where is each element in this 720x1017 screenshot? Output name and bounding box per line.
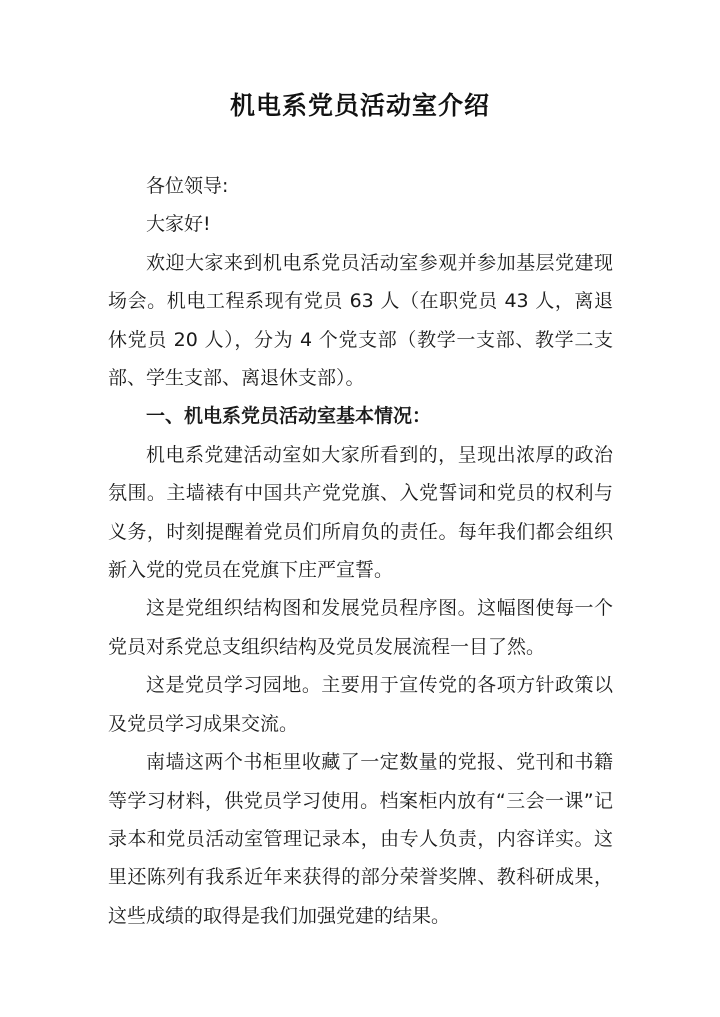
paragraph-bookcases: 南墙这两个书柜里收藏了一定数量的党报、党刊和书籍等学习材料，供党员学习使用。档案柜内放有“三会一课”记录本和党员活动室管理记录本，由专人负责，内容详实。这里还陈列有我系近年来获得的部分荣誉奖牌、教科研成果，这些成绩的取得是我们加强党建的结果。 [108, 751, 613, 927]
intro-paragraph: 欢迎大家来到机电系党员活动室参观并参加基层党建现场会。机电工程系现有党员 63 人（在职党员 43 人，离退休党员 20 人），分为 4 个党支部（教学一支部、教学二支部、学生支部、离退休支部）。 [108, 251, 613, 390]
paragraph-study-area: 这是党员学习园地。主要用于宣传党的各项方针政策以及党员学习成果交流。 [108, 674, 613, 735]
document-body [108, 167, 613, 935]
greeting-line: 各位领导: [146, 175, 229, 197]
document-title: 机电系党员活动室介绍 [229, 91, 490, 120]
hello-line: 大家好! [146, 213, 211, 236]
paragraph-atmosphere: 机电系党建活动室如大家所看到的，呈现出浓厚的政治氛围。主墙裱有中国共产党党旗、入党誓词和党员的权利与义务，时刻提醒着党员们所肩负的责任。每年我们都会组织新入党的党员在党旗下庄严宣誓。 [108, 443, 613, 582]
section-heading: 一、机电系党员活动室基本情况： [146, 405, 432, 428]
paragraph-org-chart: 这是党组织结构图和发展党员程序图。这幅图使每一个党员对系党总支组织结构及党员发展流程一目了然。 [108, 597, 613, 658]
